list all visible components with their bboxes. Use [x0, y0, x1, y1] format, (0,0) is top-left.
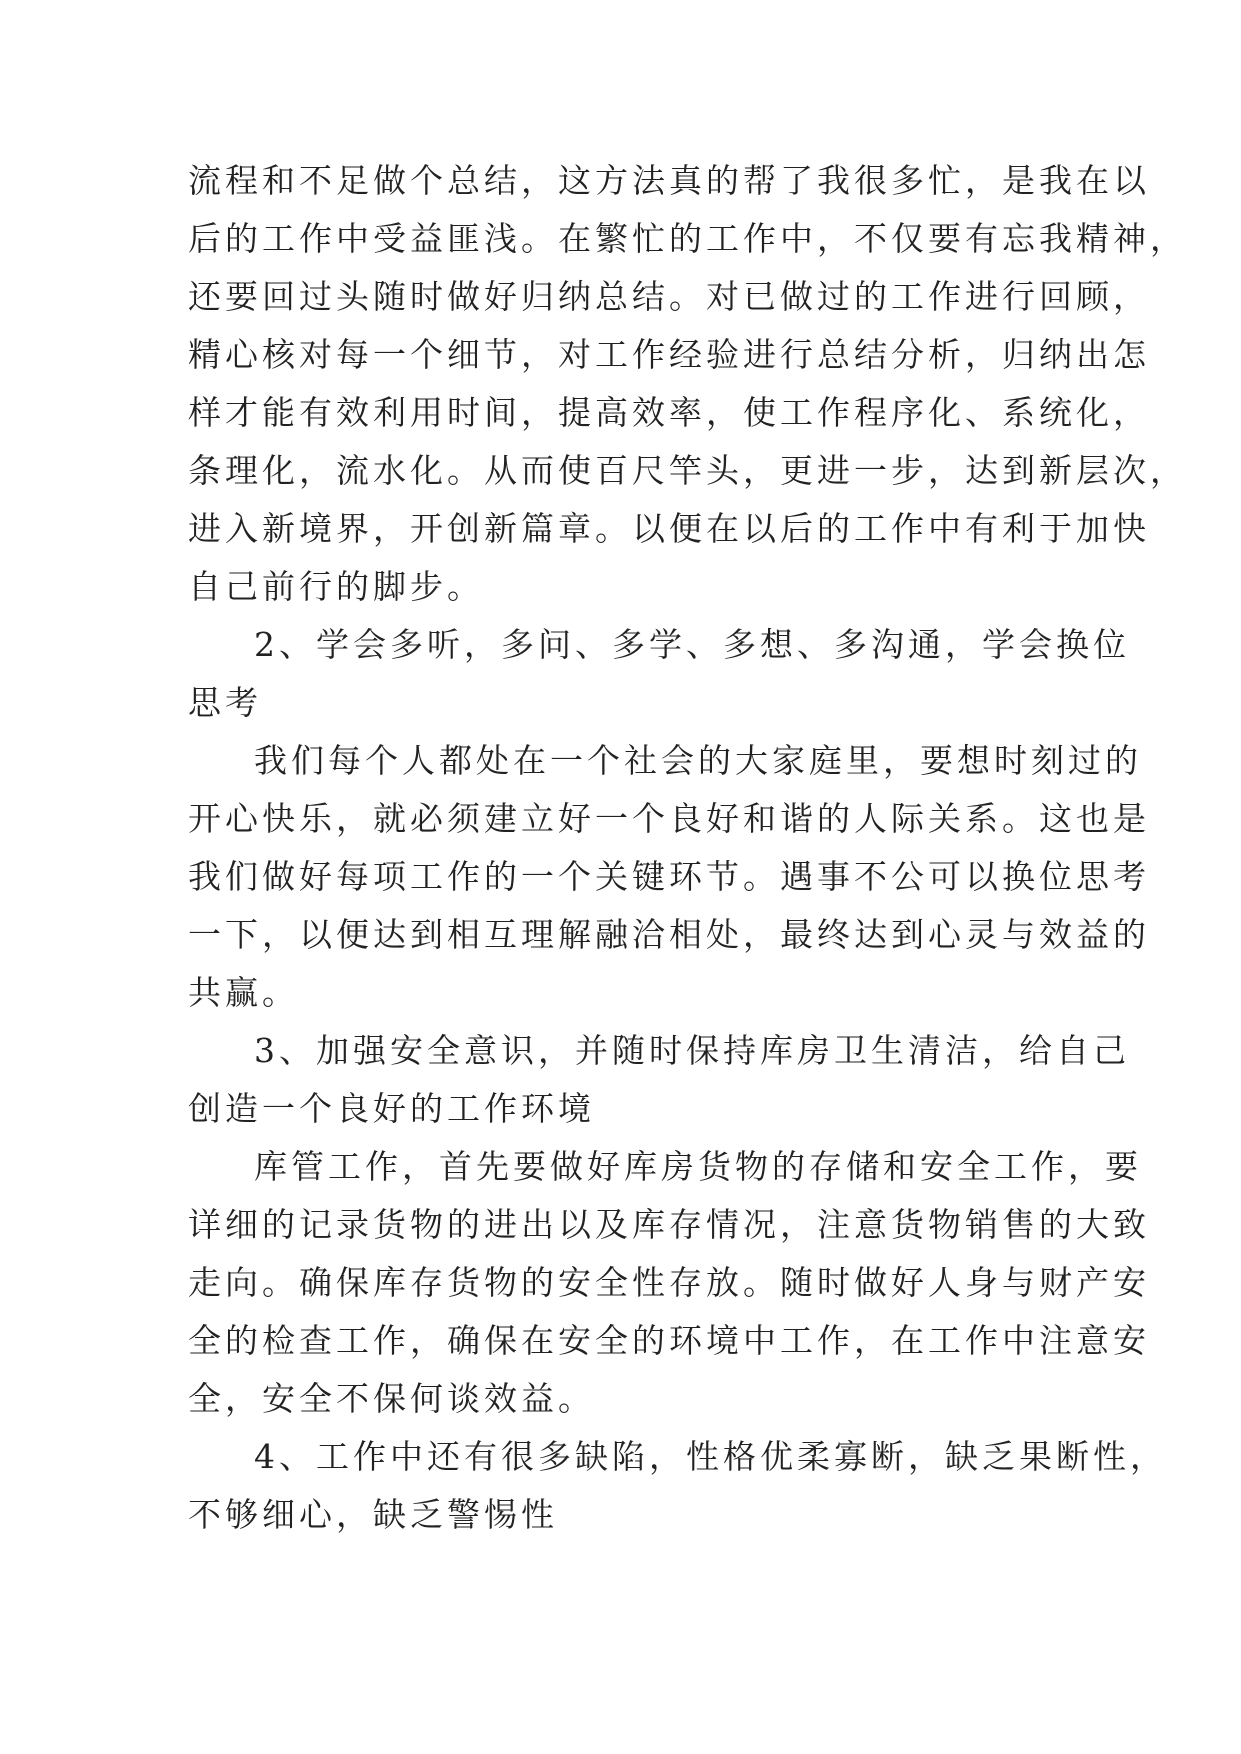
- text-line: 精心核对每一个细节，对工作经验进行总结分析，归纳出怎: [188, 335, 1150, 374]
- text-line: 样才能有效利用时间，提高效率，使工作程序化、系统化，: [188, 393, 1150, 432]
- document-body: [188, 152, 1187, 1544]
- text-line: 一下，以便达到相互理解融洽相处，最终达到心灵与效益的: [188, 915, 1150, 954]
- text-line: 条理化，流水化。从而使百尺竿头，更进一步，达到新层次，: [188, 451, 1187, 490]
- section-heading-line: 不够细心，缺乏警惕性: [188, 1495, 558, 1534]
- text-line: 还要回过头随时做好归纳总结。对已做过的工作进行回顾，: [188, 277, 1150, 316]
- text-line: 共赢。: [188, 973, 299, 1012]
- text-line: 流程和不足做个总结，这方法真的帮了我很多忙，是我在以: [188, 161, 1150, 200]
- section-heading-line: 3、加强安全意识，并随时保持库房卫生清洁，给自己: [254, 1031, 1130, 1070]
- section-heading-line: 2、学会多听，多问、多学、多想、多沟通，学会换位: [254, 625, 1130, 664]
- section-heading-line: 创造一个良好的工作环境: [188, 1089, 595, 1128]
- text-line: 库管工作，首先要做好库房货物的存储和安全工作，要: [254, 1147, 1142, 1186]
- text-line: 自己前行的脚步。: [188, 567, 484, 606]
- text-line: 我们每个人都处在一个社会的大家庭里，要想时刻过的: [254, 741, 1142, 780]
- text-line: 后的工作中受益匪浅。在繁忙的工作中，不仅要有忘我精神，: [188, 219, 1187, 258]
- section-heading-line: 4、工作中还有很多缺陷，性格优柔寡断，缺乏果断性，: [254, 1437, 1167, 1476]
- text-line: 走向。确保库存货物的安全性存放。随时做好人身与财产安: [188, 1263, 1150, 1302]
- text-line: 进入新境界，开创新篇章。以便在以后的工作中有利于加快: [188, 509, 1150, 548]
- text-line: 详细的记录货物的进出以及库存情况，注意货物销售的大致: [188, 1205, 1150, 1244]
- text-line: 开心快乐，就必须建立好一个良好和谐的人际关系。这也是: [188, 799, 1150, 838]
- text-line: 我们做好每项工作的一个关键环节。遇事不公可以换位思考: [188, 857, 1150, 896]
- section-heading-line: 思考: [188, 683, 262, 722]
- text-line: 全，安全不保何谈效益。: [188, 1379, 595, 1418]
- text-line: 全的检查工作，确保在安全的环境中工作，在工作中注意安: [188, 1321, 1150, 1360]
